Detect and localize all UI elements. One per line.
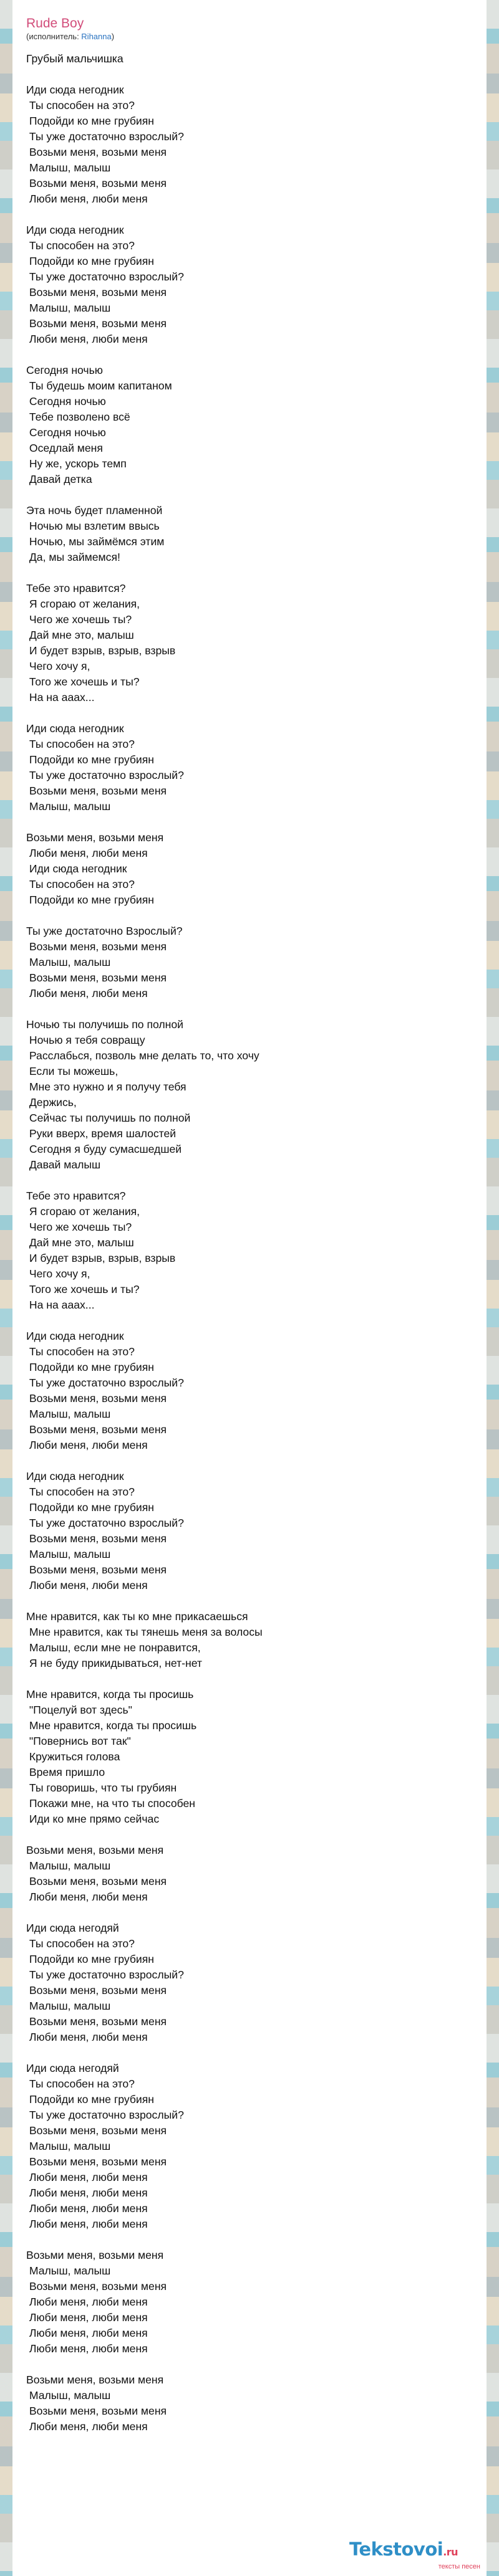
lyrics-line: Ты способен на это? [26, 1937, 135, 1950]
lyrics-line: И будет взрыв, взрыв, взрыв [26, 644, 176, 657]
lyrics-line: Подойди ко мне грубиян [26, 1953, 154, 1965]
lyrics-line: Малыш, малыш [26, 1859, 111, 1872]
lyrics-line: Люби меня, люби меня [26, 1891, 148, 1903]
lyrics-line: Возьми меня, возьми меня [26, 146, 167, 158]
lyrics-line: Ты уже достаточно Взрослый? [26, 925, 183, 937]
lyrics-blank-line [26, 487, 487, 503]
lyrics-line: Тебе позволено всё [26, 411, 130, 423]
lyrics-line: Чего хочу я, [26, 660, 90, 672]
lyrics-line: Малыш, малыш [26, 2389, 111, 2402]
lyrics-blank-line [26, 908, 487, 923]
lyrics-blank-line [26, 1001, 487, 1017]
performer-suffix: ) [111, 32, 115, 41]
lyrics-line: Иди сюда негодяй [26, 1922, 119, 1934]
lyrics-line: Малыш, малыш [26, 1548, 111, 1560]
lyrics-line: Чего хочу я, [26, 1267, 90, 1280]
lyrics-line: Подойди ко мне грубиян [26, 255, 154, 267]
performer-prefix: (исполнитель: [26, 32, 82, 41]
lyrics-blank-line [26, 565, 487, 581]
lyrics-line: Люби меня, люби меня [26, 2031, 148, 2043]
lyrics-line: Если ты можешь, [26, 1065, 119, 1077]
lyrics-line: Да, мы займемся! [26, 551, 120, 563]
lyrics-blank-line [26, 2357, 487, 2372]
lyrics-line: Я не буду прикидываться, нет-нет [26, 1657, 202, 1669]
site-logo[interactable] [349, 2539, 482, 2571]
lyrics-line: Подойди ко мне грубиян [26, 753, 154, 766]
lyrics-line: Малыш, малыш [26, 1408, 111, 1420]
lyrics-line: Мне нравится, как ты тянешь меня за волосы [26, 1626, 263, 1638]
lyrics-line: Сегодня ночью [26, 395, 106, 408]
lyrics-blank-line [26, 207, 487, 222]
lyrics-line: Возьми меня, возьми меня [26, 971, 167, 984]
logo-text: Tekstovoi [349, 2539, 443, 2560]
lyrics-blank-line [26, 347, 487, 363]
lyrics-blank-line [26, 1313, 487, 1329]
lyrics-blank-line [26, 1173, 487, 1188]
lyrics-line: Расслабься, позволь мне делать то, что хочу [26, 1049, 259, 1062]
lyrics-line: Чего же хочешь ты? [26, 1221, 132, 1233]
lyrics-line: Ты уже достаточно взрослый? [26, 2109, 184, 2121]
lyrics-line: Люби меня, люби меня [26, 2202, 148, 2215]
lyrics-line: Того же хочешь и ты? [26, 675, 140, 688]
lyrics-line: Малыш, если мне не понравится, [26, 1641, 201, 1654]
lyrics-line: Тебе это нравится? [26, 1190, 126, 1202]
lyrics-line: Мне нравится, когда ты просишь [26, 1688, 194, 1701]
lyrics-line: Дай мне это, малыш [26, 1236, 134, 1249]
logo-wordmark [349, 2539, 482, 2563]
lyrics-line: "Повернись вот так" [26, 1735, 131, 1747]
lyrics-line: Возьми меня, возьми меня [26, 1423, 167, 1436]
lyrics-line: Люби меня, люби меня [26, 333, 148, 345]
lyrics-line: Кружиться голова [26, 1750, 120, 1763]
lyrics-line: Возьми меня, возьми меня [26, 2405, 167, 2417]
lyrics-line: Покажи мне, на что ты способен [26, 1797, 195, 1810]
lyrics-line: Люби меня, люби меня [26, 2187, 148, 2199]
lyrics-line: Возьми меня, возьми меня [26, 1563, 167, 1576]
lyrics-line: Держись, [26, 1096, 77, 1109]
lyrics-line: Сейчас ты получишь по полной [26, 1112, 191, 1124]
lyrics-line: И будет взрыв, взрыв, взрыв [26, 1252, 176, 1264]
lyrics-line: Возьми меня, возьми меня [26, 177, 167, 189]
lyrics-line: Возьми меня, возьми меня [26, 2280, 167, 2292]
lyrics-text [26, 51, 487, 2435]
lyrics-line: Мне это нужно и я получу тебя [26, 1080, 187, 1093]
lyrics-line: Малыш, малыш [26, 2140, 111, 2152]
lyrics-line: Иди сюда негодник [26, 83, 124, 96]
lyrics-line: Возьми меня, возьми меня [26, 1392, 167, 1405]
logo-tagline: тексты песен [438, 2563, 480, 2570]
lyrics-line: Возьми меня, возьми меня [26, 2124, 167, 2137]
lyrics-line: Сегодня я буду сумасшедшей [26, 1143, 182, 1155]
lyrics-line: Возьми меня, возьми меня [26, 1984, 167, 1996]
lyrics-line: На на аааx... [26, 691, 95, 704]
lyrics-line: Я сгораю от желания, [26, 1205, 140, 1218]
lyrics-line: Мне нравится, когда ты просишь [26, 1719, 197, 1732]
lyrics-line: Ты способен на это? [26, 878, 135, 890]
lyrics-line: Возьми меня, возьми меня [26, 1875, 167, 1887]
lyrics-line: Дай мне это, малыш [26, 629, 134, 641]
lyrics-line: Ночью мы взлетим ввысь [26, 520, 160, 532]
lyrics-line: Люби меня, люби меня [26, 193, 148, 205]
lyrics-line: Возьми меня, возьми меня [26, 2155, 167, 2168]
lyrics-line: Иди сюда негодник [26, 224, 124, 236]
lyrics-blank-line [26, 1827, 487, 1843]
lyrics-line: Возьми меня, возьми меня [26, 286, 167, 298]
lyrics-line: Возьми меня, возьми меня [26, 1844, 164, 1856]
lyrics-line: Иди сюда негодник [26, 1330, 124, 1342]
lyrics-line: Ты уже достаточно взрослый? [26, 270, 184, 283]
lyrics-line: Возьми меня, возьми меня [26, 1532, 167, 1545]
lyrics-line: Малыш, малыш [26, 956, 111, 968]
lyrics-line: Люби меня, люби меня [26, 847, 148, 859]
lyrics-line: Ночью ты получишь по полной [26, 1018, 183, 1031]
lyrics-line: Ты способен на это? [26, 1345, 135, 1358]
lyrics-line: Ночью я тебя совращу [26, 1034, 145, 1046]
lyrics-line: Возьми меня, возьми меня [26, 831, 164, 844]
lyrics-line: Ты уже достаточно взрослый? [26, 1517, 184, 1529]
lyrics-line: Эта ночь будет пламенной [26, 504, 163, 517]
song-title: Rude Boy [26, 16, 84, 31]
lyrics-line: Ты способен на это? [26, 2077, 135, 2090]
lyrics-line: Ты говоришь, что ты грубиян [26, 1782, 177, 1794]
lyrics-line: Ты уже достаточно взрослый? [26, 769, 184, 781]
performer-link[interactable]: Rihanna [81, 32, 112, 41]
lyrics-line: Ты уже достаточно взрослый? [26, 130, 184, 143]
logo-suffix: .ru [443, 2546, 458, 2558]
lyrics-line: Иди сюда негодник [26, 722, 124, 735]
lyrics-line: Люби меня, люби меня [26, 2420, 148, 2433]
lyrics-line: Ну же, ускорь темп [26, 457, 127, 470]
lyrics-line: Чего же хочешь ты? [26, 613, 132, 626]
lyrics-line: Подойди ко мне грубиян [26, 115, 154, 127]
lyrics-line: Подойди ко мне грубиян [26, 894, 154, 906]
lyrics-line: Давай детка [26, 473, 92, 485]
lyrics-line: Малыш, малыш [26, 800, 111, 813]
lyrics-line: Возьми меня, возьми меня [26, 2015, 167, 2028]
lyrics-line: Ночью, мы займёмся этим [26, 535, 165, 548]
lyrics-line: Подойди ко мне грубиян [26, 1501, 154, 1514]
lyrics-line: Давай малыш [26, 1158, 101, 1171]
lyrics-blank-line [26, 1905, 487, 1920]
lyrics-blank-line [26, 1593, 487, 1609]
lyrics-blank-line [26, 814, 487, 830]
lyrics-line: Ты способен на это? [26, 99, 135, 112]
performer-line [26, 31, 487, 42]
lyrics-line: Время пришло [26, 1766, 105, 1778]
lyrics-line: Ты уже достаточно взрослый? [26, 1376, 184, 1389]
lyrics-line: Малыш, малыш [26, 2000, 111, 2012]
lyrics-line: Возьми меня, возьми меня [26, 2373, 164, 2386]
lyrics-line: Подойди ко мне грубиян [26, 2093, 154, 2106]
lyrics-blank-line [26, 1671, 487, 1687]
lyrics-blank-line [26, 2045, 487, 2061]
lyrics-line: Иди сюда негодник [26, 862, 127, 875]
lyrics-line: Люби меня, люби меня [26, 1439, 148, 1451]
lyrics-line: Ты способен на это? [26, 738, 135, 750]
lyrics-line: Люби меня, люби меня [26, 2171, 148, 2183]
lyrics-line: Люби меня, люби меня [26, 987, 148, 999]
lyrics-line: Иди ко мне прямо сейчас [26, 1813, 160, 1825]
lyrics-line: Грубый мальчишка [26, 52, 124, 65]
lyrics-line: Подойди ко мне грубиян [26, 1361, 154, 1373]
lyrics-line: Возьми меня, возьми меня [26, 2249, 164, 2261]
lyrics-line: Малыш, малыш [26, 302, 111, 314]
lyrics-line: Тебе это нравится? [26, 582, 126, 594]
lyrics-line: Люби меня, люби меня [26, 2218, 148, 2230]
lyrics-line: Малыш, малыш [26, 2264, 111, 2277]
lyrics-line: Люби меня, люби меня [26, 2342, 148, 2355]
lyrics-line: Люби меня, люби меня [26, 2327, 148, 2339]
lyrics-line: Оседлай меня [26, 442, 103, 454]
lyrics-line: Ты способен на это? [26, 1486, 135, 1498]
lyrics-line: Мне нравится, как ты ко мне прикасаешься [26, 1610, 248, 1623]
lyrics-line: Сегодня ночью [26, 426, 106, 439]
lyrics-line: Возьми меня, возьми меня [26, 317, 167, 330]
lyrics-line: Иди сюда негодник [26, 1470, 124, 1482]
lyrics-line: Сегодня ночью [26, 364, 103, 376]
lyrics-line: Руки вверх, время шалостей [26, 1127, 177, 1140]
lyrics-blank-line [26, 1453, 487, 1469]
lyrics-blank-line [26, 705, 487, 721]
lyrics-line: Ты способен на это? [26, 239, 135, 252]
lyrics-line: Ты уже достаточно взрослый? [26, 1968, 184, 1981]
lyrics-line: "Поцелуй вот здесь" [26, 1704, 132, 1716]
lyrics-line: Люби меня, люби меня [26, 2296, 148, 2308]
lyrics-blank-line [26, 67, 487, 82]
lyrics-page [12, 0, 487, 2576]
lyrics-line: Люби меня, люби меня [26, 1579, 148, 1591]
lyrics-line: Я сгораю от желания, [26, 598, 140, 610]
lyrics-line: Возьми меня, возьми меня [26, 785, 167, 797]
lyrics-line: Возьми меня, возьми меня [26, 940, 167, 953]
lyrics-line: Того же хочешь и ты? [26, 1283, 140, 1295]
lyrics-blank-line [26, 2232, 487, 2248]
lyrics-line: Иди сюда негодяй [26, 2062, 119, 2074]
lyrics-line: Малыш, малыш [26, 161, 111, 174]
lyrics-line: На на аааx... [26, 1299, 95, 1311]
lyrics-line: Ты будешь моим капитаном [26, 379, 172, 392]
lyrics-line: Люби меня, люби меня [26, 2311, 148, 2324]
